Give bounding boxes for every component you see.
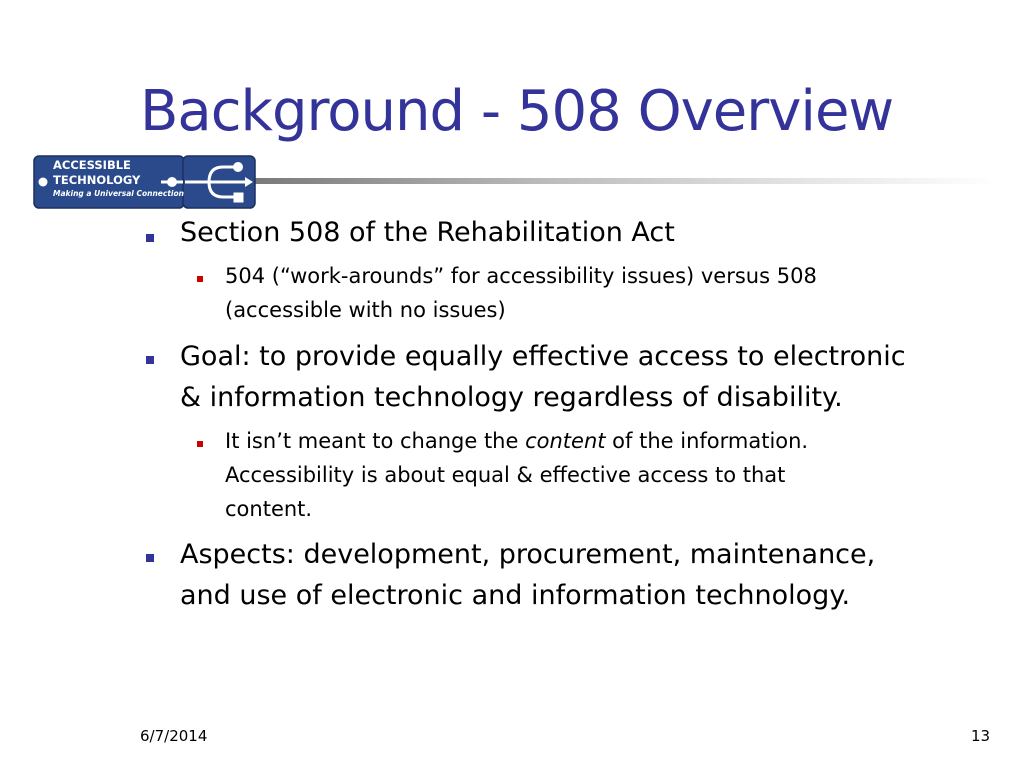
sub-bullet-content-line1 — [225, 424, 985, 458]
footer-date: 6/7/2014 — [140, 727, 208, 745]
slide-number: 13 — [971, 727, 991, 745]
sub-bullet-content-pre: It isn’t meant to change the — [225, 429, 526, 453]
sub-bullet-content-line3: content. — [225, 497, 313, 521]
sub-bullet-504-vs-508-line1: 504 (“work-arounds” for accessibility issues) versus 508 — [225, 264, 817, 288]
sub-bullet-content-emphasis: content — [525, 429, 606, 453]
sub-bullet-marker — [197, 441, 203, 447]
bullet-goal-line2: & information technology regardless of disability. — [180, 382, 843, 413]
bullet-goal-line1: Goal: to provide equally effective access to electronic — [180, 341, 906, 372]
bullet-marker — [146, 234, 154, 242]
logo-line-1: ACCESSIBLE — [53, 158, 131, 172]
sub-bullet-504-vs-508-line2: (accessible with no issues) — [225, 298, 506, 322]
sub-bullet-content-line2: Accessibility is about equal & effective access to that — [225, 463, 786, 487]
sub-bullet-content-post: of the information. — [605, 429, 809, 453]
logo-line-2: TECHNOLOGY — [53, 172, 141, 187]
logo-tagline: Making a Universal Connection — [53, 189, 184, 198]
bullet-marker — [146, 554, 154, 562]
slide-title: Background - 508 Overview — [140, 79, 894, 144]
bullet-marker — [146, 356, 154, 364]
bullet-section-508: Section 508 of the Rehabilitation Act — [180, 217, 675, 248]
bullet-aspects-line1: Aspects: development, procurement, maintenance, — [180, 539, 876, 570]
bullet-aspects-line2: and use of electronic and information technology. — [180, 580, 851, 611]
sub-bullet-marker — [197, 276, 203, 282]
